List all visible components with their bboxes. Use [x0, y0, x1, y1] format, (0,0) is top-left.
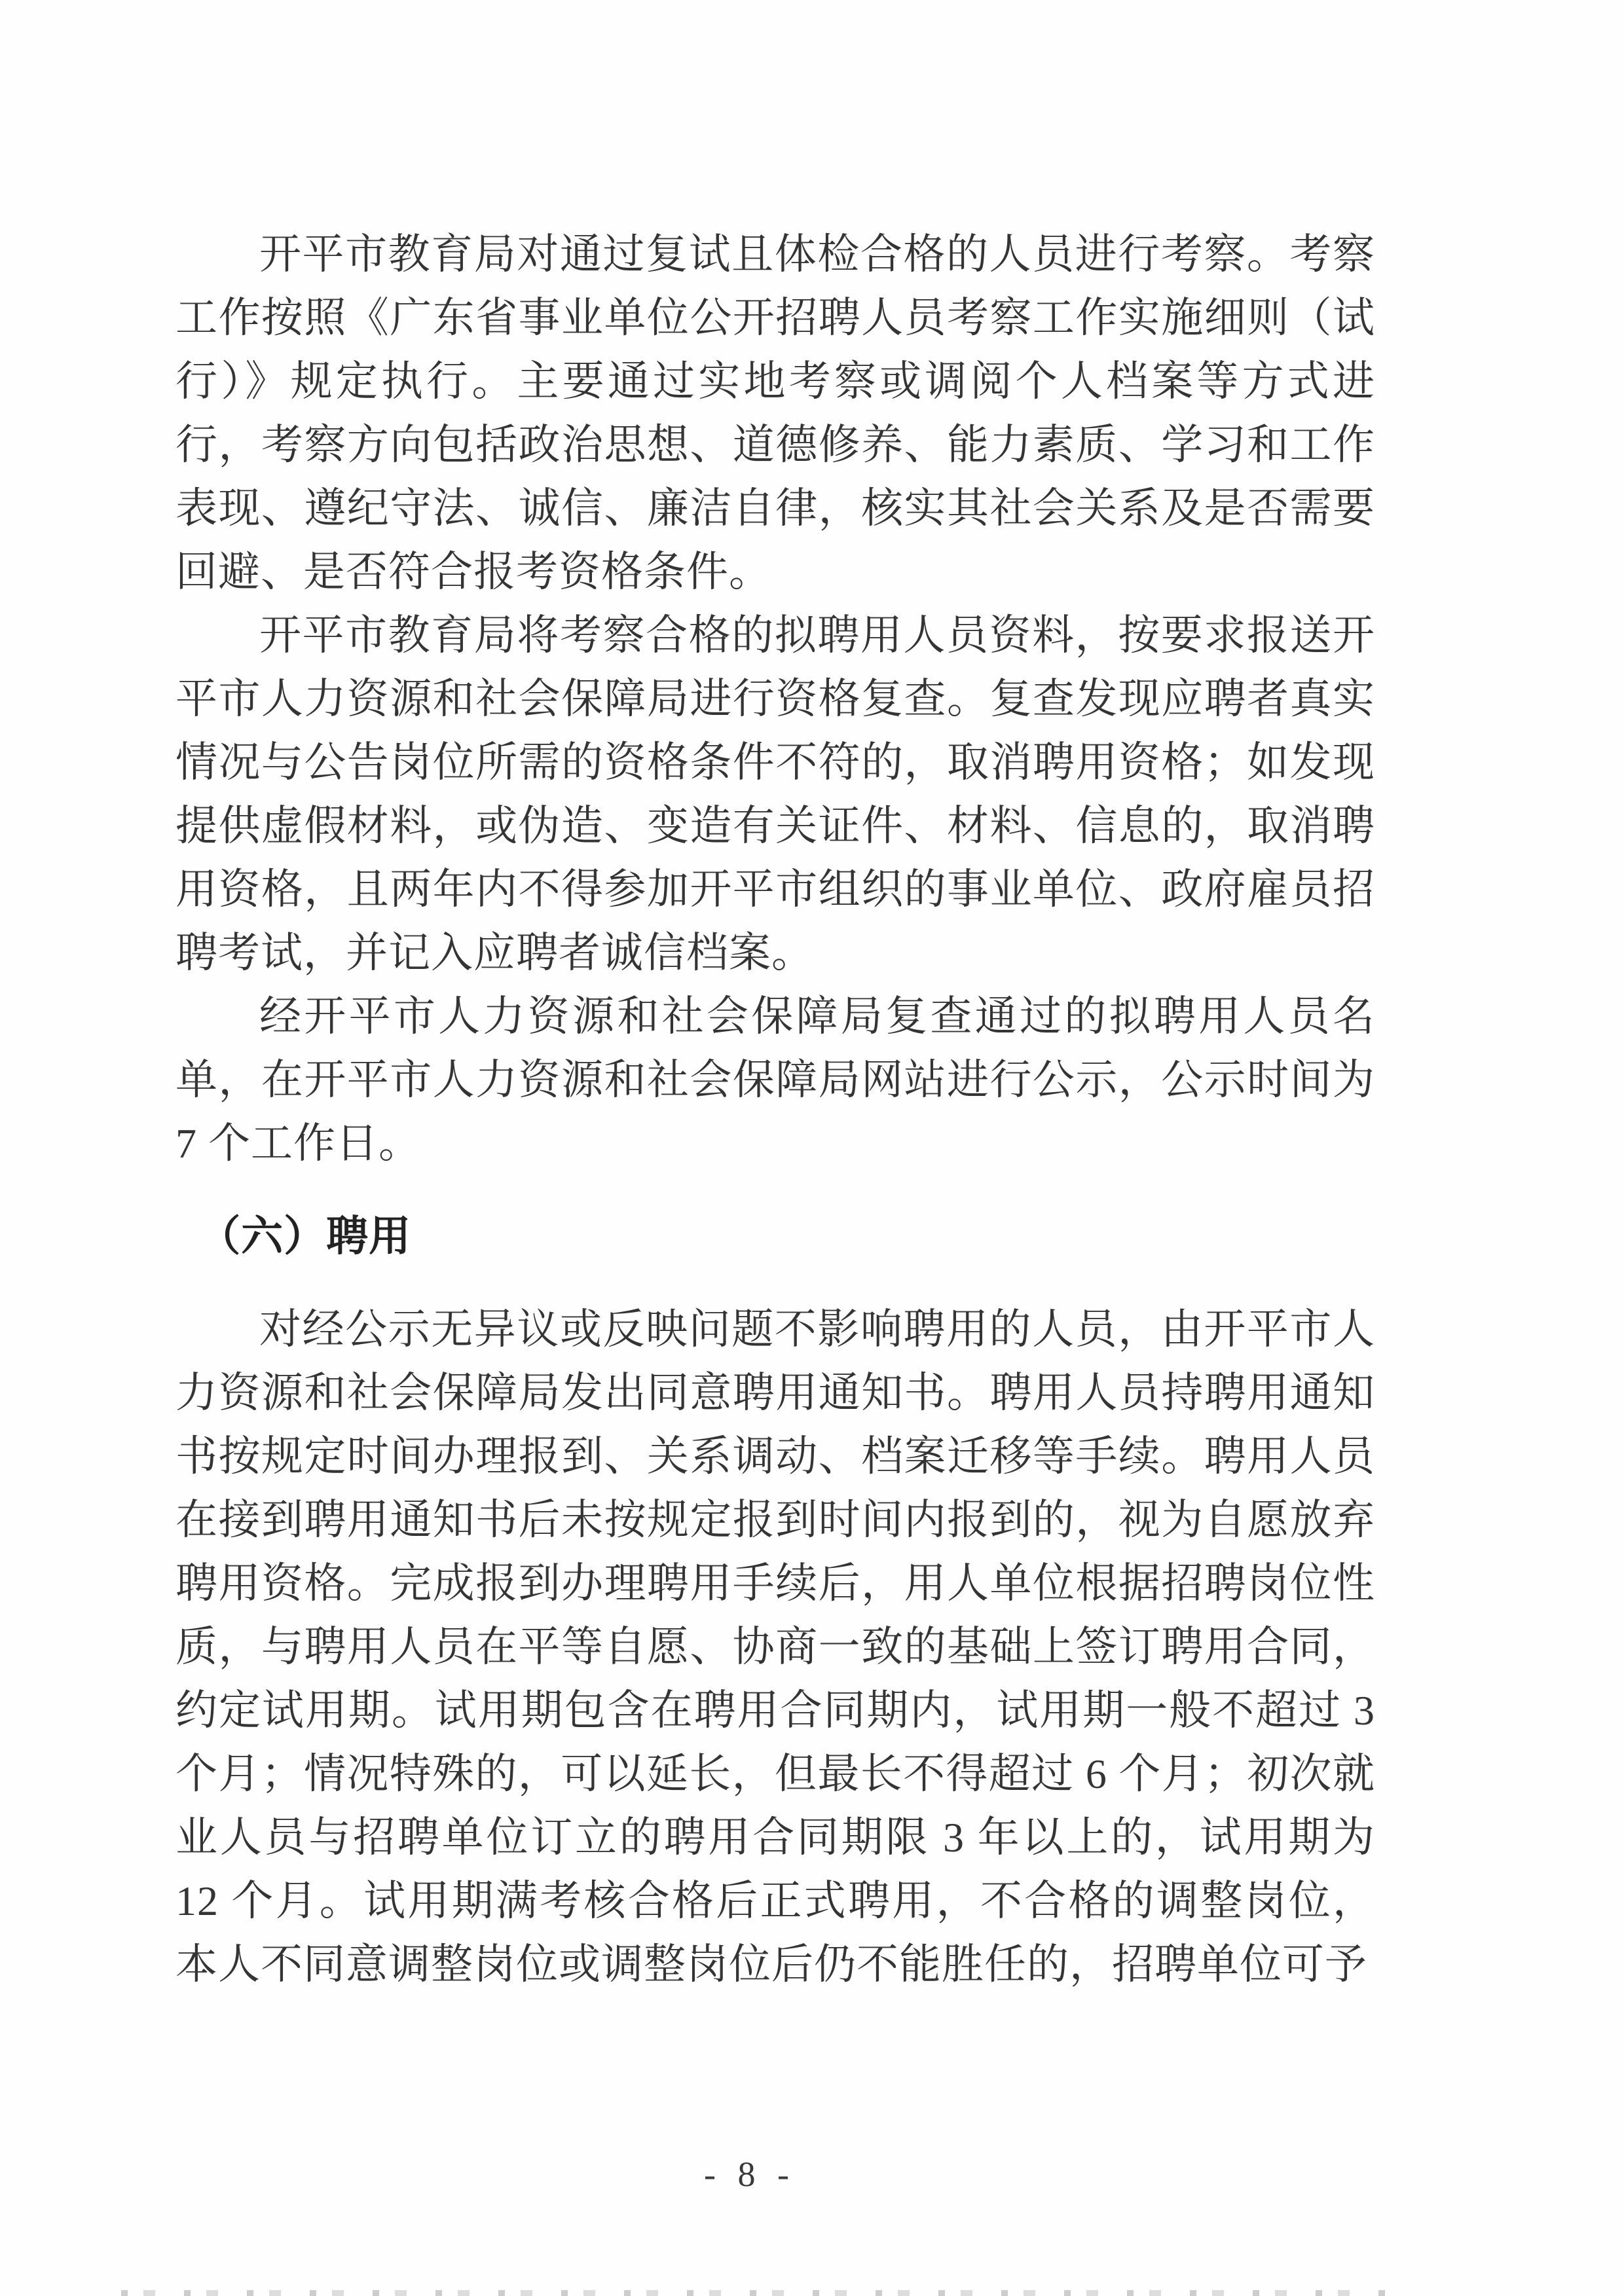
paragraph-public-notice: 经开平市人力资源和社会保障局复查通过的拟聘用人员名单，在开平市人力资源和社会保障局网站进行公示，公示时间为 7 个工作日。 — [175, 993, 1375, 1167]
paragraph-inspection: 开平市教育局对通过复试且体检合格的人员进行考察。考察工作按照《广东省事业单位公开招聘人员考察工作实施细则（试行）》规定执行。主要通过实地考察或调阅个人档案等方式进行，考察方向包括政治思想、道德修养、能力素质、学习和工作表现、遵纪守法、诚信、廉洁自律，核实其社会关系及是否需要回避、是否符合报考资格条件。 — [175, 231, 1375, 595]
page-bottom-scan-artifact — [121, 2290, 1398, 2296]
document-body — [175, 223, 1375, 1996]
paragraph-requalification-check: 开平市教育局将考察合格的拟聘用人员资料，按要求报送开平市人力资源和社会保障局进行资格复查。复查发现应聘者真实情况与公告岗位所需的资格条件不符的，取消聘用资格；如发现提供虚假材料，或伪造、变造有关证件、材料、信息的，取消聘用资格，且两年内不得参加开平市组织的事业单位、政府雇员招聘考试，并记入应聘者诚信档案。 — [175, 612, 1375, 976]
paragraph-employment-procedure: 对经公示无异议或反映问题不影响聘用的人员，由开平市人力资源和社会保障局发出同意聘用通知书。聘用人员持聘用通知书按规定时间办理报到、关系调动、档案迁移等手续。聘用人员在接到聘用通知书后未按规定报到时间内报到的，视为自愿放弃聘用资格。完成报到办理聘用手续后，用人单位根据招聘岗位性质，与聘用人员在平等自愿、协商一致的基础上签订聘用合同，约定试用期。试用期包含在聘用合同期内，试用期一般不超过 3 个月；情况特殊的，可以延长，但最长不得超过 6 个月；初次就业人员与招聘单位订立的聘用合同期限 3 年以上的，试用期为 12 个月。试用期满考核合格后正式聘用，不合格的调整岗位，本人不同意调整岗位或调整岗位后仍不能胜任的，招聘单位可予 — [175, 1306, 1375, 1988]
section-heading-employment: （六）聘用 — [198, 1213, 412, 1260]
page-number: - 8 - — [704, 2155, 796, 2194]
